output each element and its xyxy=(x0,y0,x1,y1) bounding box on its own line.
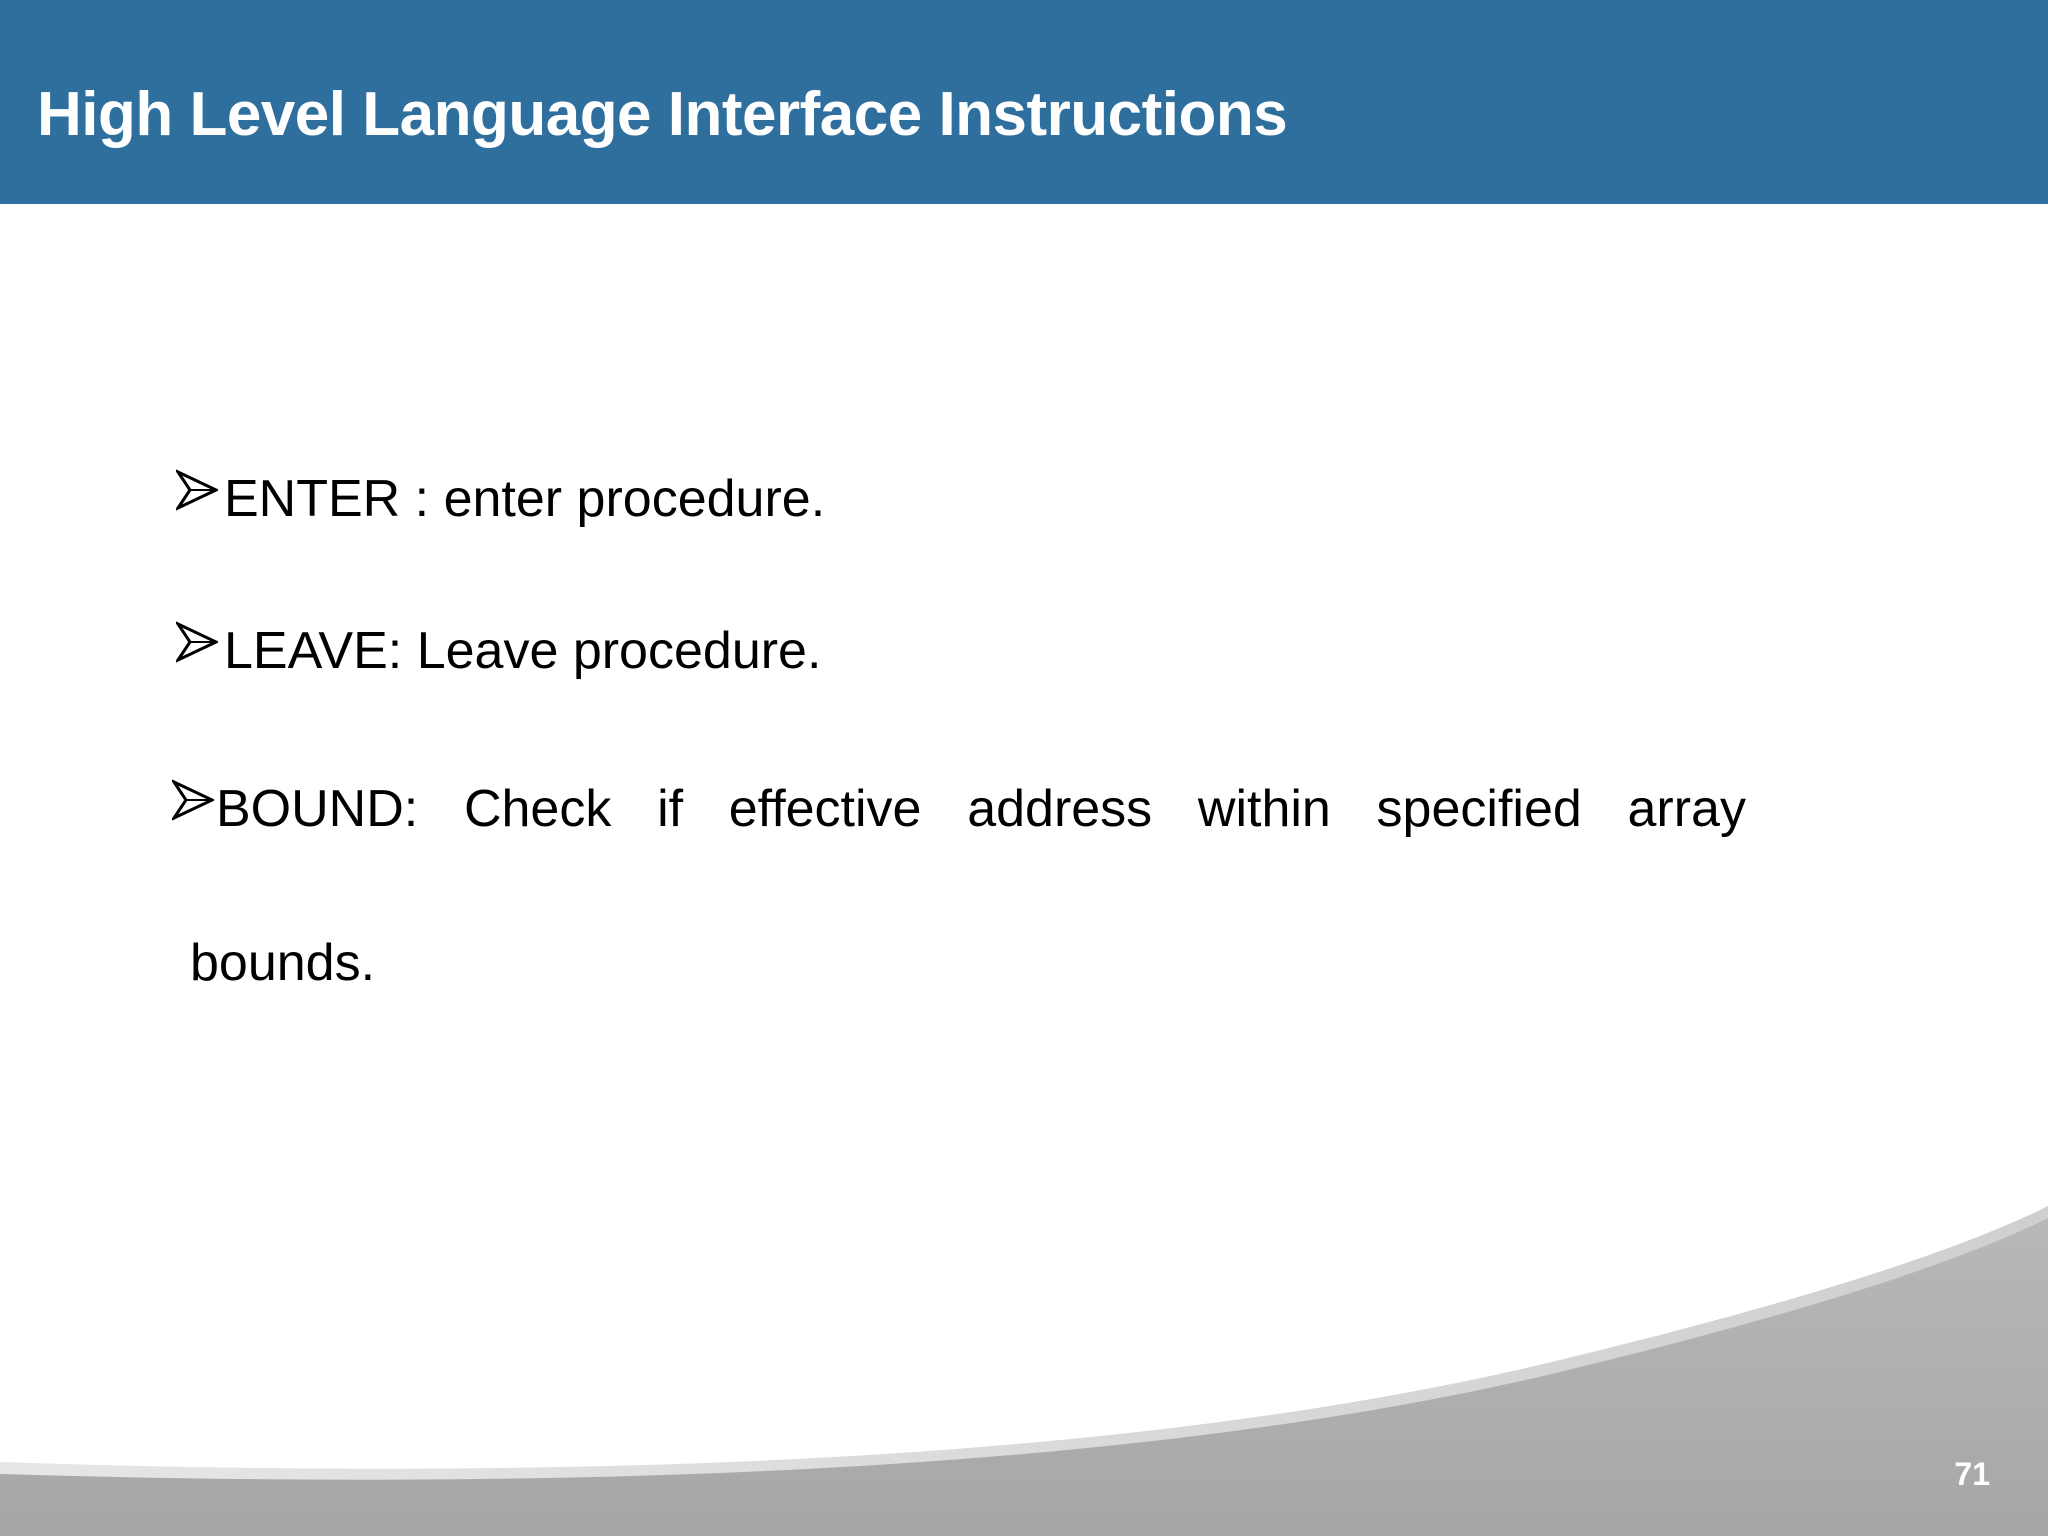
bullet-word: address xyxy=(967,780,1153,838)
bullet-text: LEAVE: Leave procedure. xyxy=(224,622,822,680)
slide-title: High Level Language Interface Instructions xyxy=(37,80,1288,149)
bullet-word: if xyxy=(657,780,684,838)
bullet-word: effective xyxy=(728,780,922,838)
bullet-word: array xyxy=(1627,780,1746,838)
bullet-text: ENTER : enter procedure. xyxy=(224,470,826,528)
bullet-word: Check xyxy=(463,780,612,838)
bullet-word: BOUND: xyxy=(216,780,419,838)
bullet-continuation: bounds. xyxy=(190,934,376,992)
bullet-word: within xyxy=(1197,780,1331,838)
bullet-word: specified xyxy=(1376,780,1582,838)
page-number: 71 xyxy=(1954,1456,1990,1492)
